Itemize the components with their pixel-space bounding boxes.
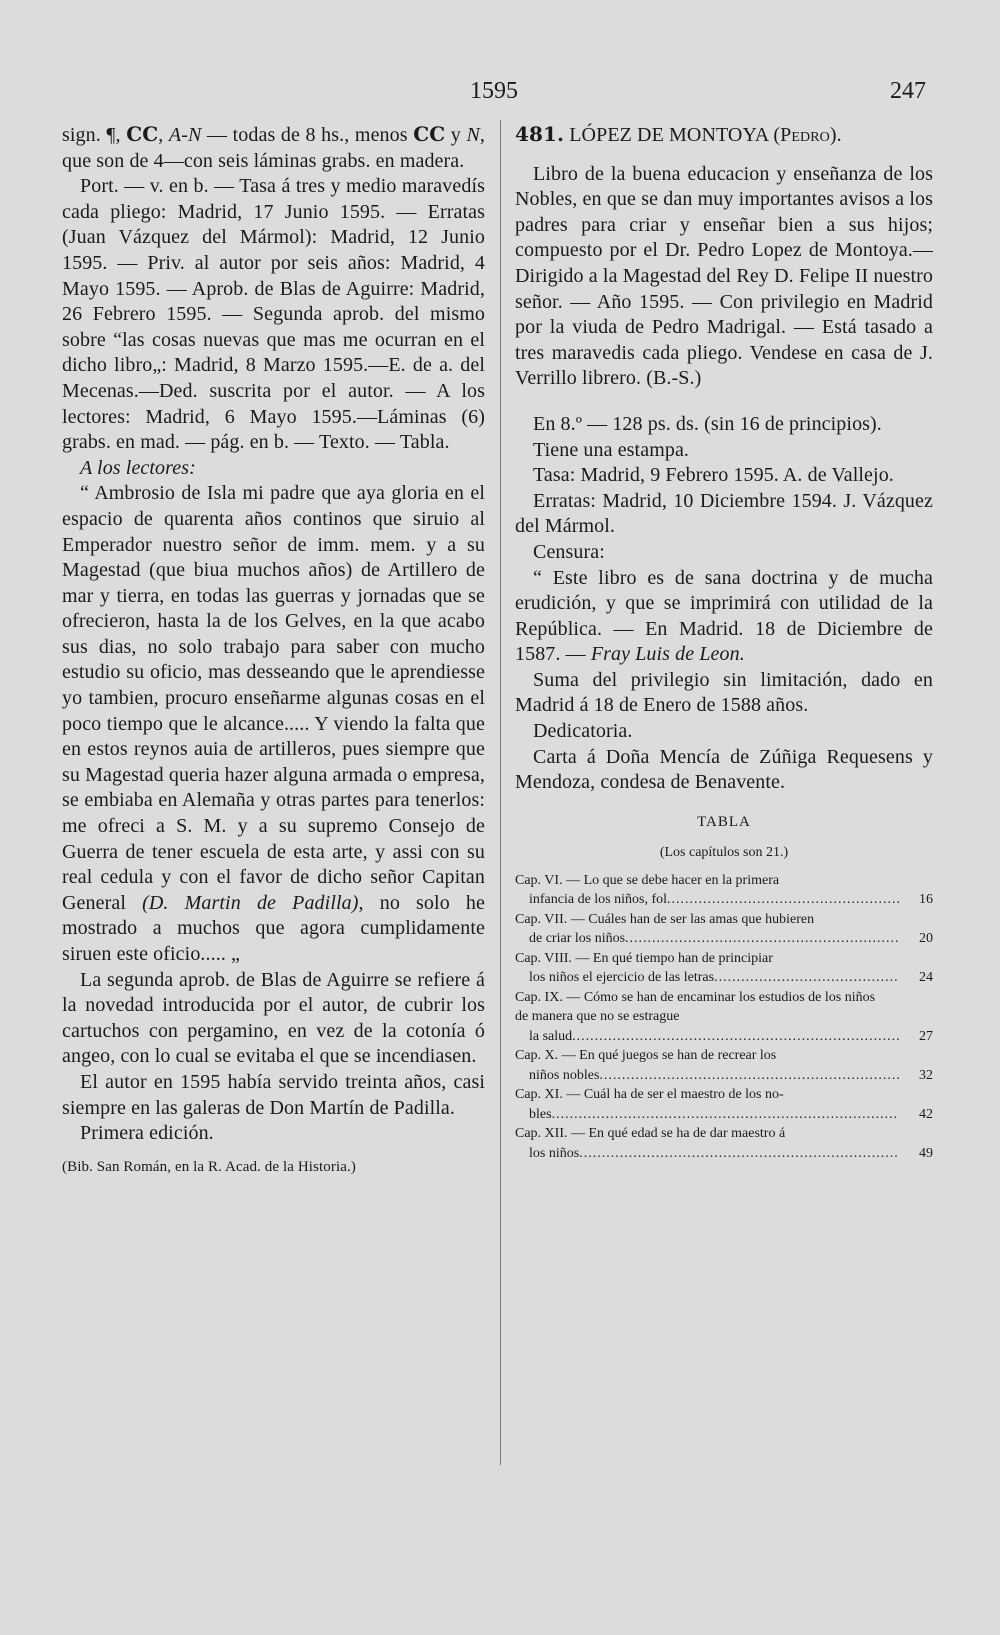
toc-entry: Cap. XII. — En qué edad se ha de dar maestro á los niños ..... 49 <box>515 1124 933 1163</box>
edition-note: Primera edición. <box>80 1122 214 1145</box>
signature-collation: sign. ¶, CC, A-N — todas de 8 hs., menos CC y N, que son de 4—con seis láminas grabs. en madera. <box>62 122 485 172</box>
toc-entry: Cap. XI. — Cuál ha de ser el maestro de los no- bles ..... 42 <box>515 1085 933 1124</box>
preliminaries-description: Port. — v. en b. — Tasa á tres y medio maravedís cada pliego: Madrid, 17 Junio 1595. — Erratas (Juan Vázquez del Mármol): Madrid, 12 Junio 1595. — Priv. al autor por seis años: Madrid, 4 Mayo 1595. — Aprob. de Blas de Aguirre: Madrid, 26 Febrero 1595. — Segunda aprob. del mismo sobre “las cosas nuevas que mas me ocurran en el dicho libro„: Madrid, 8 Marzo 1595.—E. de a. del Mecenas.—Ded. suscrita por el autor. — A los lectores: Madrid, 6 Mayo 1595.—Láminas (6) grabs. en mad. — pág. en b. — Texto. — Tabla. <box>62 175 485 454</box>
dedicatoria-note: Dedicatoria. <box>533 720 633 743</box>
censura-quote: “ Este libro es de sana doctrina y de mucha erudición, y que se imprimirá con utilidad de la República. — En Madrid. 18 de Diciembre de 1587. — Fray Luis de Leon. <box>515 566 933 666</box>
toc-entry: Cap. VIII. — En qué tiempo han de principiar los niños el ejercicio de las letras ..... 24 <box>515 949 933 988</box>
toc-page: 24 <box>919 970 933 986</box>
entry-number: 481. <box>515 122 565 146</box>
carta-note: Carta á Doña Mencía de Zúñiga Requesens y Mendoza, condesa de Benavente. <box>515 745 933 794</box>
note-segunda-aprob: La segunda aprob. de Blas de Aguirre se refiere á la novedad introducida por el autor, de cubrir los cartuchos con pergamino, en vez de la cotonía ó angeo, con lo cual se evitaba el que se incendiasen. <box>62 968 485 1068</box>
quotation-lectores: “ Ambrosio de Isla mi padre que aya gloria en el espacio de quarenta años continos que siruio al Emperador nuestro señor de imm. mem. y a su Magestad (que biua muchos años) de Artillero de mar y tierra, en todas las guerras y jornadas que se ofrecieron, hasta la de los Gelves, en la que acabo sus dias, no solo trabajo para saber con mucho estudio su oficio, mas desseando que le aprendiesse yo tambien, procuro enseñarme algunas cosas en el poco tiempo que le alcance..... Y viendo la falta que en estos reynos auia de artilleros, pues siempre que su Magestad queria hazer alguna armada o empresa, se embiaba en Alemaña y otras partes para tenerlos: me ofreci a S. M. y a su supremo Consejo de Guerra de tener escuela de esta arte, y assi con su real cedula y con el favor de dicho señor Capitan General (D. Martin de Padilla), no solo he mostrado a muchos que agora cumplidamente siruen este oficio..... „ <box>62 482 485 965</box>
toc-page: 42 <box>919 1106 933 1122</box>
toc-page: 32 <box>919 1067 933 1083</box>
book-title-block: Libro de la buena educacion y enseñanza de los Nobles, en que se dan muy importantes avisos a los padres para criar y enseñar bien a sus hijos; compuesto por el Dr. Pedro Lopez de Montoya.—Dirigido a la Magestad del Rey D. Felipe II nuestro señor. — Año 1595. — Con privilegio en Madrid por la viuda de Pedro Madrigal. — Está tasado a tres maravedis cada pliego. Vendese en casa de J. Verrillo librero. (B.-S.) <box>515 162 933 390</box>
column-divider <box>500 120 501 1465</box>
running-head-year: 1595 <box>470 78 518 104</box>
censura-heading: Censura: <box>533 540 605 563</box>
toc-entry: Cap. VI. — Lo que se debe hacer en la primera infancia de los niños, fol ..... 16 <box>515 871 933 910</box>
entry-heading: 481. LÓPEZ DE MONTOYA (Pedro). <box>515 122 842 146</box>
toc-page: 16 <box>919 892 933 908</box>
table-of-contents <box>515 871 933 1164</box>
privilegio-note: Suma del privilegio sin limitación, dado en Madrid á 18 de Enero de 1588 años. <box>515 668 933 717</box>
toc-page: 27 <box>919 1028 933 1044</box>
table-subtitle: (Los capítulos son 21.) <box>659 844 789 860</box>
estampa-note: Tiene una estampa. <box>533 438 690 461</box>
format-note: En 8.º — 128 ps. ds. (sin 16 de principios). <box>533 412 882 435</box>
table-title: TABLA <box>697 813 751 830</box>
toc-entry: Cap. IX. — Cómo se han de encaminar los estudios de los niños de manera que no se estrague la salud ..... 27 <box>515 988 933 1047</box>
tasa-note: Tasa: Madrid, 9 Febrero 1595. A. de Vallejo. <box>533 464 894 487</box>
right-column <box>515 122 933 1163</box>
left-column <box>62 122 485 1180</box>
library-reference: (Bib. San Román, en la R. Acad. de la Historia.) <box>62 1158 356 1175</box>
erratas-note: Erratas: Madrid, 10 Diciembre 1594. J. Vázquez del Mármol. <box>515 489 933 538</box>
toc-page: 20 <box>919 931 933 947</box>
toc-page: 49 <box>919 1145 933 1161</box>
section-heading-lectores: A los lectores: <box>80 456 196 479</box>
note-autor: El autor en 1595 había servido treinta años, casi siempre en las galeras de Don Martín de Padilla. <box>62 1070 485 1119</box>
toc-entry: Cap. VII. — Cuáles han de ser las amas que hubieren de criar los niños ..... 20 <box>515 910 933 949</box>
toc-entry: Cap. X. — En qué juegos se han de recrear los niños nobles ..... 32 <box>515 1046 933 1085</box>
page-number: 247 <box>890 78 926 104</box>
